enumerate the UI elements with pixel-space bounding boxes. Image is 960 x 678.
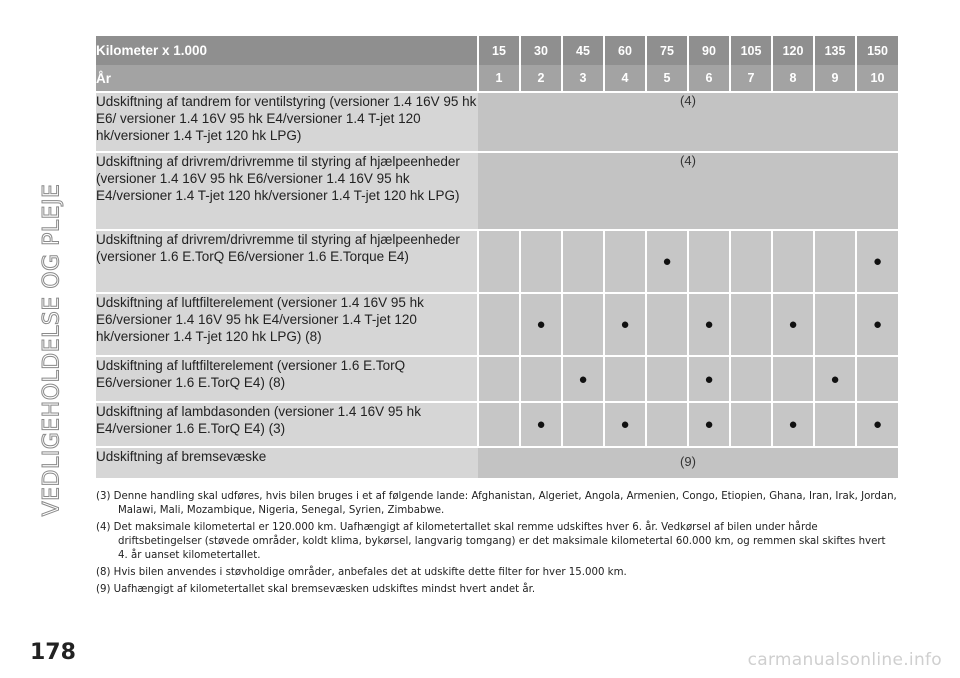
header-year: 4 bbox=[604, 65, 646, 92]
schedule-cell: ● bbox=[520, 402, 562, 447]
header-year: 3 bbox=[562, 65, 604, 92]
schedule-cell bbox=[520, 356, 562, 402]
row-description: Udskiftning af bremsevæske bbox=[96, 447, 478, 478]
footnote: (3) Denne handling skal udføres, hvis bilen bruges i et af følgende lande: Afghanistan, Algeriet, Angola, Armenien, Congo, Etiopien, Ghana, Iran, Irak, Jordan, Malawi, Mali, Mozambique, Nigeria, Senegal, Syrien, Zimbabwe. bbox=[96, 491, 897, 516]
watermark: carmanualsonline.info bbox=[747, 650, 942, 670]
schedule-cell bbox=[604, 230, 646, 293]
schedule-cell: ● bbox=[814, 356, 856, 402]
header-label-years: År bbox=[96, 65, 478, 92]
schedule-cell: ● bbox=[856, 293, 898, 356]
schedule-cell bbox=[730, 402, 772, 447]
footnote: (4) Det maksimale kilometertal er 120.000 km. Uafhængigt af kilometertallet skal remme udskiftes hver 6. år. Vedkørsel af bilen under hårde driftsbetingelser (støvede områder, koldt klima, bykørsel, langvarig tomgang) er det maksimale kilometertal 60.000 km, og remmen skal skiftes hvert 4. år uanset kilometertallet. bbox=[96, 522, 886, 561]
header-year: 8 bbox=[772, 65, 814, 92]
schedule-cell bbox=[478, 402, 520, 447]
maintenance-schedule-table bbox=[96, 36, 898, 478]
side-section-title: VEDLIGEHOLDELSE OG PLEJE bbox=[39, 183, 65, 517]
header-year: 2 bbox=[520, 65, 562, 92]
header-year: 9 bbox=[814, 65, 856, 92]
row-note-ref: (4) bbox=[478, 152, 898, 230]
header-km: 90 bbox=[688, 36, 730, 65]
schedule-cell bbox=[772, 356, 814, 402]
header-year: 10 bbox=[856, 65, 898, 92]
table-row bbox=[96, 92, 898, 152]
table-row bbox=[96, 293, 898, 356]
schedule-cell bbox=[520, 230, 562, 293]
header-row-years bbox=[96, 65, 898, 92]
schedule-cell bbox=[730, 230, 772, 293]
schedule-cell bbox=[646, 356, 688, 402]
schedule-cell: ● bbox=[688, 402, 730, 447]
schedule-cell: ● bbox=[856, 402, 898, 447]
table-row bbox=[96, 356, 898, 402]
header-row-kilometers bbox=[96, 36, 898, 65]
table-row bbox=[96, 152, 898, 230]
header-year: 7 bbox=[730, 65, 772, 92]
row-description: Udskiftning af luftfilterelement (versioner 1.6 E.TorQ E6/versioner 1.6 E.TorQ E4) (8) bbox=[96, 356, 478, 402]
header-km: 105 bbox=[730, 36, 772, 65]
schedule-cell bbox=[562, 293, 604, 356]
header-km: 135 bbox=[814, 36, 856, 65]
schedule-cell bbox=[814, 230, 856, 293]
header-km: 45 bbox=[562, 36, 604, 65]
schedule-cell bbox=[478, 230, 520, 293]
row-description: Udskiftning af drivrem/drivremme til styring af hjælpeenheder (versioner 1.6 E.TorQ E6/versioner 1.6 E.Torque E4) bbox=[96, 230, 478, 293]
row-note-ref: (4) bbox=[478, 92, 898, 152]
page-number: 178 bbox=[30, 640, 76, 665]
schedule-cell: ● bbox=[772, 402, 814, 447]
header-km: 75 bbox=[646, 36, 688, 65]
schedule-cell bbox=[772, 230, 814, 293]
header-km: 30 bbox=[520, 36, 562, 65]
schedule-cell bbox=[478, 356, 520, 402]
schedule-cell bbox=[646, 293, 688, 356]
header-year: 1 bbox=[478, 65, 520, 92]
table-row bbox=[96, 447, 898, 478]
schedule-cell bbox=[688, 230, 730, 293]
schedule-cell: ● bbox=[604, 402, 646, 447]
schedule-cell: ● bbox=[520, 293, 562, 356]
table-row bbox=[96, 230, 898, 293]
footnote: (9) Uafhængigt af kilometertallet skal bremsevæsken udskiftes mindst hvert andet år. bbox=[96, 584, 536, 595]
schedule-cell: ● bbox=[688, 293, 730, 356]
table-row bbox=[96, 402, 898, 447]
schedule-cell: ● bbox=[688, 356, 730, 402]
schedule-cell bbox=[730, 356, 772, 402]
schedule-cell bbox=[814, 402, 856, 447]
schedule-cell: ● bbox=[772, 293, 814, 356]
schedule-cell: ● bbox=[562, 356, 604, 402]
header-year: 6 bbox=[688, 65, 730, 92]
footnote: (8) Hvis bilen anvendes i støvholdige områder, anbefales det at udskifte dette filter for hver 15.000 km. bbox=[96, 567, 627, 578]
row-note-ref: (9) bbox=[478, 447, 898, 478]
footnotes bbox=[96, 490, 898, 600]
header-year: 5 bbox=[646, 65, 688, 92]
schedule-cell: ● bbox=[856, 230, 898, 293]
row-description: Udskiftning af luftfilterelement (versioner 1.4 16V 95 hk E6/versioner 1.4 16V 95 hk E4/versioner 1.4 T-jet 120 hk/versioner 1.4 T-jet 120 hk LPG) (8) bbox=[96, 293, 478, 356]
schedule-cell: ● bbox=[604, 293, 646, 356]
row-description: Udskiftning af lambdasonden (versioner 1.4 16V 95 hk E4/versioner 1.6 E.TorQ E4) (3) bbox=[96, 402, 478, 447]
schedule-cell bbox=[730, 293, 772, 356]
header-km: 60 bbox=[604, 36, 646, 65]
schedule-cell bbox=[856, 356, 898, 402]
schedule-cell bbox=[814, 293, 856, 356]
header-km: 150 bbox=[856, 36, 898, 65]
schedule-cell bbox=[604, 356, 646, 402]
schedule-cell bbox=[562, 402, 604, 447]
row-description: Udskiftning af tandrem for ventilstyring (versioner 1.4 16V 95 hk E6/ versioner 1.4 16V 95 hk E4/versioner 1.4 T-jet 120 hk/versioner 1.4 T-jet 120 hk LPG) bbox=[96, 92, 478, 152]
schedule-cell bbox=[646, 402, 688, 447]
schedule-cell bbox=[478, 293, 520, 356]
header-label-kilometers: Kilometer x 1.000 bbox=[96, 36, 478, 65]
header-km: 15 bbox=[478, 36, 520, 65]
header-km: 120 bbox=[772, 36, 814, 65]
schedule-cell: ● bbox=[646, 230, 688, 293]
schedule-cell bbox=[562, 230, 604, 293]
row-description: Udskiftning af drivrem/drivremme til styring af hjælpeenheder (versioner 1.4 16V 95 hk E6/versioner 1.4 16V 95 hk E4/versioner 1.4 T-jet 120 hk/versioner 1.4 T-jet 120 hk LPG) bbox=[96, 152, 478, 230]
